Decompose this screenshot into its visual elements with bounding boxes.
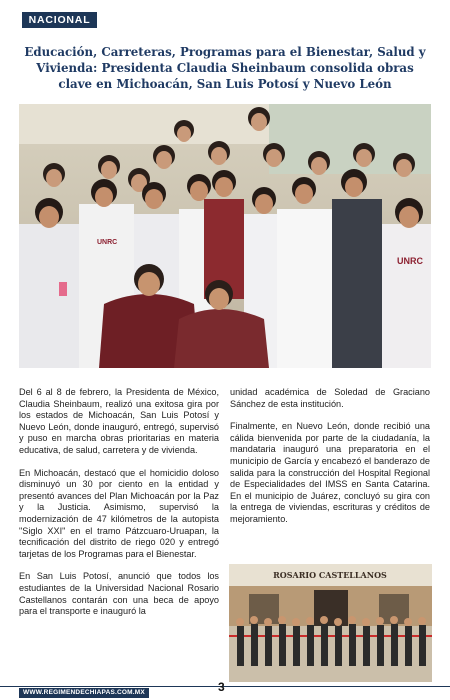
shirt-print-text: UNRC	[397, 256, 423, 266]
footer-divider	[0, 686, 450, 687]
paragraph: En Michoacán, destacó que el homicidio doloso disminuyó un 30 por ciento en la entidad y presentó avances del Plan Michoacán por la Paz y la Justicia. Asimismo, supervisó la modernización de 47 kilómetros de la autopista "Siglo XXI" en el tramo Pátzcuaro-Uruapan, la tecnificación del distrito de riego 020 y entregó tarjetas de los Programas para el Bienestar.	[19, 467, 219, 559]
paragraph: Finalmente, en Nuevo León, donde recibió una cálida bienvenida por parte de la ciudadanía, la mandataria inauguró una preparatoria en el municipio de García y encabezó el banderazo de salida para la construcción del Hospital Regional de Especialidades del IMSS en Santa Catarina. En el municipio de Juárez, concluyó su gira con la entrega de viviendas, escrituras y créditos de mejoramiento.	[230, 421, 430, 524]
shirt-print-text-2: UNRC	[97, 239, 118, 246]
building-sign-text: ROSARIO CASTELLANOS	[273, 570, 387, 580]
section-label: NACIONAL	[22, 12, 97, 28]
page-number: 3	[218, 680, 225, 694]
group-photo	[19, 104, 431, 368]
article-column-right	[230, 387, 430, 537]
footer-website: WWW.REGIMENDECHIAPAS.COM.MX	[19, 688, 149, 698]
article-column-left	[19, 387, 219, 629]
ribbon-cutting-photo	[229, 564, 432, 682]
group-photo-illustration	[19, 104, 431, 368]
article-headline: Educación, Carreteras, Programas para el Bienestar, Salud y Vivienda: Presidenta Claudia Sheinbaum consolida obras clave en Michoacán, San Luis Potosí y Nuevo León	[24, 45, 426, 91]
paragraph: Del 6 al 8 de febrero, la Presidenta de México, Claudia Sheinbaum, realizó una exitosa gira por los estados de Michoacán, San Luis Potosí y Nuevo León, donde inauguró, entregó, supervisó y puso en marcha obras prioritarias en materia educativa, de salud, carretera y de vivienda.	[19, 387, 219, 455]
paragraph: En San Luis Potosí, anunció que todos los estudiantes de la Universidad Nacional Rosario Castellanos contarán con una beca de apoyo para el transporte e inauguró la	[19, 571, 219, 617]
paragraph: unidad académica de Soledad de Graciano Sánchez de esta institución.	[230, 387, 430, 409]
ribbon-cutting-illustration	[229, 564, 432, 682]
